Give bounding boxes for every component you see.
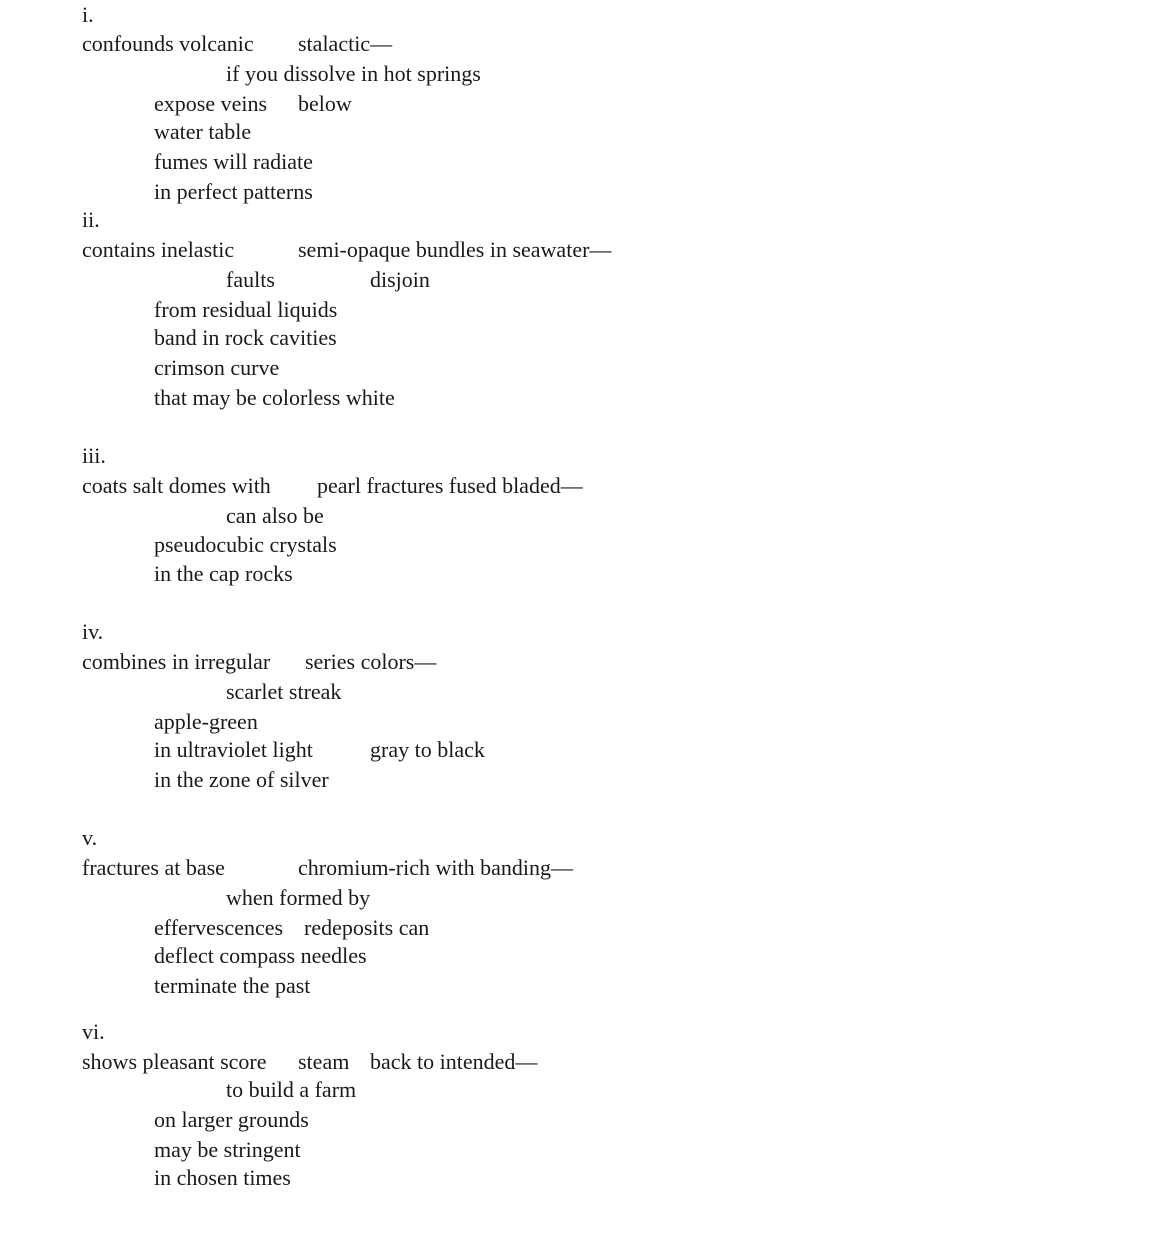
poem-line [0,855,1154,881]
poem-line [0,1107,1154,1133]
line-segment: stalactic— [298,31,393,56]
line-segment: when formed by [226,885,371,910]
line-segment: to build a farm [226,1077,357,1102]
poem-line [0,737,1154,763]
line-segment: scarlet streak [226,679,342,704]
line-segment: series colors— [305,649,437,674]
poem-line [0,885,1154,911]
poem-line [0,503,1154,529]
section-numeral: v. [82,825,98,850]
section-numeral: vi. [82,1019,105,1044]
section-numeral: ii. [82,207,100,232]
line-segment: shows pleasant score [82,1049,267,1074]
line-segment: deflect compass needles [154,943,367,968]
line-segment: crimson curve [154,355,280,380]
line-segment: gray to black [370,737,485,762]
poem-line [0,355,1154,381]
poem-line [0,561,1154,587]
poem-line [0,31,1154,57]
poem-line [0,385,1154,411]
poem-line [0,1049,1154,1075]
line-segment: can also be [226,503,324,528]
line-segment: in the zone of silver [154,767,329,792]
line-segment: combines in irregular [82,649,271,674]
poem-line [0,179,1154,205]
poem-line [0,973,1154,999]
poem-line [0,767,1154,793]
line-segment: water table [154,119,252,144]
poem-line [0,649,1154,675]
line-segment: in perfect patterns [154,179,313,204]
poem-line [0,1077,1154,1103]
poem-line [0,149,1154,175]
line-segment: may be stringent [154,1137,301,1162]
line-segment: fumes will radiate [154,149,313,174]
poem-line [0,1137,1154,1163]
section-numeral: iii. [82,443,106,468]
line-segment: on larger grounds [154,1107,309,1132]
line-segment: disjoin [370,267,430,292]
line-segment: expose veins [154,91,268,116]
poem-line [0,915,1154,941]
poem-line [0,61,1154,87]
section-numeral: iv. [82,619,104,644]
line-segment: from residual liquids [154,297,338,322]
line-segment: redeposits can [304,915,430,940]
line-segment: coats salt domes with [82,473,271,498]
line-segment: semi-opaque bundles in seawater— [298,237,612,262]
line-segment: effervescences [154,915,284,940]
line-segment: below [298,91,352,116]
poem-line [0,325,1154,351]
line-segment: fractures at base [82,855,225,880]
line-segment: contains inelastic [82,237,235,262]
line-segment: apple-green [154,709,258,734]
line-segment: back to intended— [370,1049,538,1074]
poem-line [0,297,1154,323]
line-segment: if you dissolve in hot springs [226,61,481,86]
poem-line [0,267,1154,293]
line-segment: band in rock cavities [154,325,337,350]
line-segment: faults [226,267,275,292]
line-segment: steam [298,1049,350,1074]
line-segment: confounds volcanic [82,31,254,56]
poem-line [0,1165,1154,1191]
poem-line [0,709,1154,735]
line-segment: in the cap rocks [154,561,293,586]
section-numeral: i. [82,2,94,27]
line-segment: terminate the past [154,973,311,998]
poem-line [0,943,1154,969]
line-segment: that may be colorless white [154,385,395,410]
line-segment: chromium-rich with banding— [298,855,573,880]
line-segment: in chosen times [154,1165,291,1190]
line-segment: in ultraviolet light [154,737,313,762]
poem-line [0,119,1154,145]
poem-line [0,237,1154,263]
line-segment: pearl fractures fused bladed— [317,473,583,498]
line-segment: pseudocubic crystals [154,532,337,557]
poem-line [0,91,1154,117]
poem-line [0,473,1154,499]
poem-line [0,679,1154,705]
poem-line [0,532,1154,558]
